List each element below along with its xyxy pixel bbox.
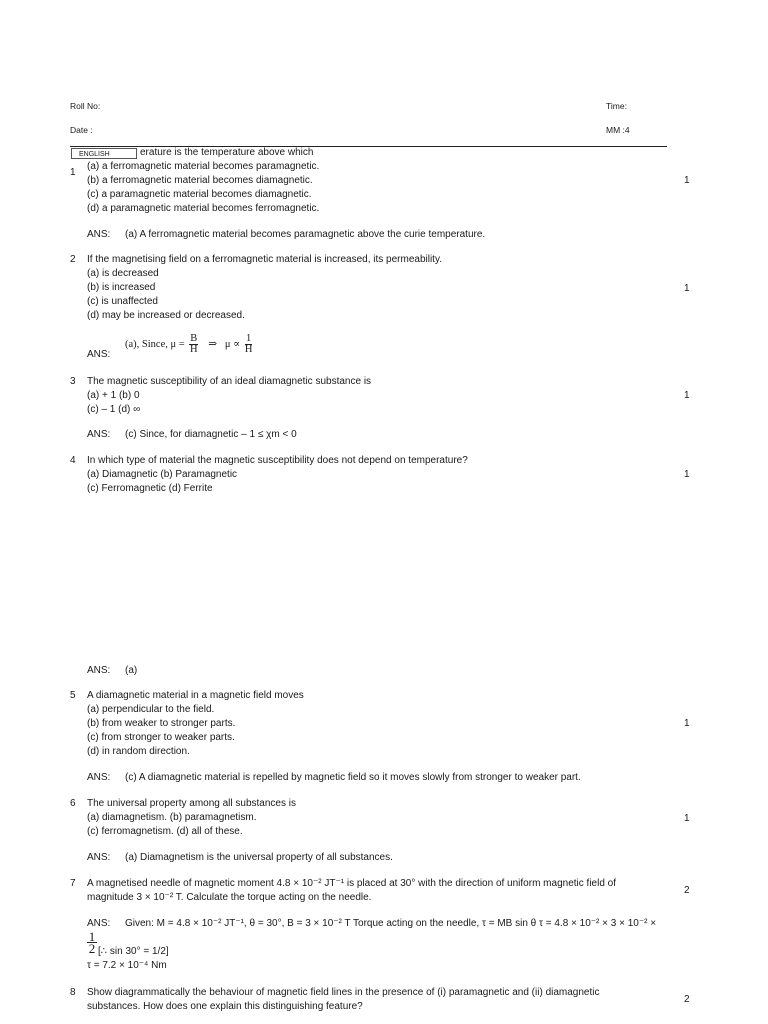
q4-option-cd: (c) Ferromagnetic (d) Ferrite xyxy=(87,483,213,494)
q3-option-cd: (c) – 1 (d) ∞ xyxy=(87,404,141,415)
q4-answer: (a) xyxy=(125,665,138,676)
q7-frac-den: 2 xyxy=(88,941,96,956)
q2-frac1-den: H xyxy=(190,344,198,355)
q1-ans-label: ANS: xyxy=(87,229,111,240)
q4-number: 4 xyxy=(70,455,76,466)
q3-answer: (c) Since, for diamagnetic – 1 ≤ χm < 0 xyxy=(125,429,297,440)
q5-stem: A diamagnetic material in a magnetic field moves xyxy=(87,690,304,701)
q3-stem: The magnetic susceptibility of an ideal diamagnetic substance is xyxy=(87,376,372,387)
q5-option-b: (b) from weaker to stronger parts. xyxy=(87,718,236,729)
q2-formula-prefix: (a), Since, μ = xyxy=(125,338,185,350)
language-selector[interactable]: ENGLISH xyxy=(71,148,137,159)
q6-answer: (a) Diamagnetism is the universal property of all substances. xyxy=(125,852,393,863)
q1-option-d: (d) a paramagnetic material becomes ferromagnetic. xyxy=(87,203,320,214)
q5-option-d: (d) in random direction. xyxy=(87,746,190,757)
date-label: Date : xyxy=(70,125,93,135)
q6-option-ab: (a) diamagnetism. (b) paramagnetism. xyxy=(87,812,257,823)
q4-ans-label: ANS: xyxy=(87,665,111,676)
q2-option-a: (a) is decreased xyxy=(87,268,159,279)
q8-marks: 2 xyxy=(684,994,690,1005)
max-marks-label: MM :4 xyxy=(606,125,630,135)
q7-answer-line1: Given: M = 4.8 × 10⁻² JT⁻¹, θ = 30°, B = 3 × 10⁻² T Torque acting on the needle, τ = MB sin θ τ = 4.8 × 10⁻² × 3 × 10⁻² × xyxy=(125,918,657,929)
q2-number: 2 xyxy=(70,254,76,265)
q5-ans-label: ANS: xyxy=(87,772,111,783)
q2-frac2-den: H xyxy=(244,344,253,355)
q1-option-a: (a) a ferromagnetic material becomes paramagnetic. xyxy=(87,161,320,172)
roll-no-label: Roll No: xyxy=(70,101,101,111)
q6-option-cd: (c) ferromagnetism. (d) all of these. xyxy=(87,826,243,837)
q3-marks: 1 xyxy=(684,390,690,401)
q3-ans-label: ANS: xyxy=(87,429,111,440)
q7-stem-line1: A magnetised needle of magnetic moment 4.8 × 10⁻² JT⁻¹ is placed at 30° with the direction of uniform magnetic field of xyxy=(87,878,616,889)
q2-option-b: (b) is increased xyxy=(87,282,156,293)
q2-formula-mid: μ ∝ xyxy=(224,338,241,350)
q5-option-a: (a) perpendicular to the field. xyxy=(87,704,215,715)
q7-frac-num: 1 xyxy=(88,929,96,944)
q2-fraction-b-over-h xyxy=(189,334,198,355)
q3-option-ab: (a) + 1 (b) 0 xyxy=(87,390,140,401)
q6-ans-label: ANS: xyxy=(87,852,111,863)
q4-stem: In which type of material the magnetic susceptibility does not depend on temperature? xyxy=(87,455,468,466)
q6-marks: 1 xyxy=(684,813,690,824)
time-label: Time: xyxy=(606,101,627,111)
q2-marks: 1 xyxy=(684,283,690,294)
q6-stem: The universal property among all substances is xyxy=(87,798,296,809)
q8-stem-line1: Show diagrammatically the behaviour of magnetic field lines in the presence of (i) paramagnetic and (ii) diamagnetic xyxy=(87,987,600,998)
q4-marks: 1 xyxy=(684,469,690,480)
q2-implies-arrow: ⇒ xyxy=(208,338,217,350)
q7-answer-result: τ = 7.2 × 10⁻⁴ Nm xyxy=(87,960,167,971)
q8-stem-line2: substances. How does one explain this distinguishing feature? xyxy=(87,1001,363,1012)
q1-number: 1 xyxy=(70,167,76,178)
q8-number: 8 xyxy=(70,987,76,998)
q1-option-b: (b) a ferromagnetic material becomes diamagnetic. xyxy=(87,175,313,186)
q1-stem: erature is the temperature above which xyxy=(140,147,314,158)
q5-marks: 1 xyxy=(684,718,690,729)
q1-answer: (a) A ferromagnetic material becomes paramagnetic above the curie temperature. xyxy=(125,229,486,240)
q2-frac1-num: B xyxy=(190,333,198,344)
q7-ans-label: ANS: xyxy=(87,918,111,929)
q2-option-c: (c) is unaffected xyxy=(87,296,158,307)
q5-number: 5 xyxy=(70,690,76,701)
q7-stem-line2: magnitude 3 × 10⁻² T. Calculate the torque acting on the needle. xyxy=(87,892,372,903)
q2-frac2-num: 1 xyxy=(246,333,252,344)
q7-number: 7 xyxy=(70,878,76,889)
q2-stem: If the magnetising field on a ferromagnetic material is increased, its permeability. xyxy=(87,254,442,265)
q2-answer-formula xyxy=(125,334,254,355)
q5-option-c: (c) from stronger to weaker parts. xyxy=(87,732,235,743)
q2-fraction-1-over-h xyxy=(245,334,253,355)
q7-marks: 2 xyxy=(684,885,690,896)
q7-answer-line2: [∴ sin 30° = 1/2] xyxy=(98,946,169,957)
q5-answer: (c) A diamagnetic material is repelled by magnetic field so it moves slowly from stronger to weaker part. xyxy=(125,772,581,783)
q1-marks: 1 xyxy=(684,175,690,186)
q4-option-ab: (a) Diamagnetic (b) Paramagnetic xyxy=(87,469,238,480)
q6-number: 6 xyxy=(70,798,76,809)
q1-option-c: (c) a paramagnetic material becomes diamagnetic. xyxy=(87,189,312,200)
q2-ans-label: ANS: xyxy=(87,349,111,360)
q7-half-fraction xyxy=(87,931,97,955)
q3-number: 3 xyxy=(70,376,76,387)
q2-option-d: (d) may be increased or decreased. xyxy=(87,310,245,321)
